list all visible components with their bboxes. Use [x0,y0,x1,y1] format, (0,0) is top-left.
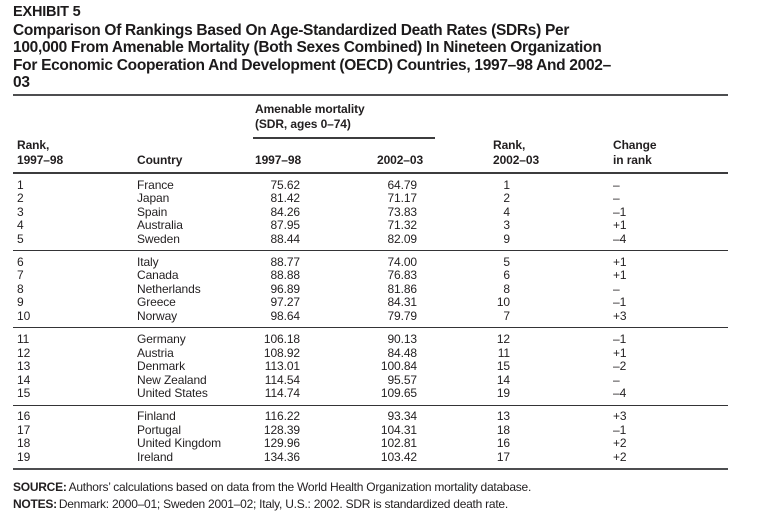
table-row [13,283,728,297]
row-group [13,406,728,471]
cell-rank-2002-03: 6 [503,268,510,283]
cell-rank-1997-98: 10 [17,308,31,323]
cell-sdr-1997-98: 129.96 [263,436,300,451]
cell-sdr-2002-03: 104.31 [380,422,417,437]
cell-change-in-rank: –4 [613,386,627,401]
cell-change-in-rank: –1 [613,204,627,219]
cell-sdr-1997-98: 114.74 [264,386,300,401]
cell-sdr-2002-03: 102.81 [380,436,417,451]
cell-change-in-rank: – [613,191,620,206]
cell-rank-1997-98: 18 [17,436,31,451]
source-text: Authors’ calculations based on data from the World Health Organization mortality database. [68,480,532,494]
cell-sdr-1997-98: 81.42 [270,191,300,206]
header-sdr-1997-98: 1997–98 [255,152,302,167]
cell-rank-1997-98: 6 [17,254,24,269]
cell-change-in-rank: –1 [613,295,627,310]
cell-sdr-2002-03: 84.48 [387,345,417,360]
table-row [13,374,728,388]
table-row [13,233,728,247]
cell-country: Greece [137,295,176,310]
table-row [13,192,728,206]
cell-rank-2002-03: 19 [496,386,510,401]
cell-rank-1997-98: 9 [17,295,24,310]
table-row [13,451,728,465]
cell-rank-2002-03: 15 [496,359,510,374]
notes-label: NOTES: [13,497,57,512]
header-rank-2002-03: Rank, 2002–03 [493,138,540,167]
cell-country: Austria [137,345,174,360]
cell-sdr-1997-98: 114.54 [264,372,300,387]
table-row [13,179,728,193]
cell-sdr-1997-98: 113.01 [264,359,300,374]
title-line-1: Comparison Of Rankings Based On Age-Standardized Death Rates (SDRs) Per [13,21,570,39]
cell-change-in-rank: +1 [613,345,627,360]
cell-change-in-rank: –1 [613,422,627,437]
cell-rank-2002-03: 11 [497,345,510,360]
cell-change-in-rank: –4 [613,231,627,246]
table-row [13,437,728,451]
cell-country: Netherlands [137,281,201,296]
cell-rank-2002-03: 13 [496,409,510,424]
cell-change-in-rank: +1 [613,254,627,269]
cell-rank-1997-98: 14 [17,372,31,387]
cell-sdr-1997-98: 88.77 [270,254,300,269]
cell-change-in-rank: +2 [613,436,627,451]
table-row [13,269,728,283]
cell-country: Australia [137,218,183,233]
cell-sdr-2002-03: 109.65 [380,386,417,401]
cell-sdr-2002-03: 71.32 [387,218,417,233]
cell-rank-1997-98: 7 [17,268,24,283]
cell-rank-2002-03: 2 [503,191,510,206]
table-row [13,206,728,220]
cell-change-in-rank: +1 [613,268,627,283]
spanner-line-2: (SDR, ages 0–74) [255,117,351,131]
cell-sdr-1997-98: 106.18 [263,331,300,346]
source-note [13,479,775,496]
cell-sdr-1997-98: 88.88 [270,268,300,283]
cell-country: Japan [137,191,170,206]
cell-rank-1997-98: 13 [17,359,31,374]
cell-sdr-1997-98: 75.62 [270,177,300,192]
cell-sdr-1997-98: 134.36 [263,449,300,464]
cell-country: Spain [137,204,168,219]
cell-rank-1997-98: 15 [17,386,31,401]
source-label: SOURCE: [13,480,67,494]
table-row [13,347,728,361]
cell-rank-2002-03: 4 [503,204,510,219]
cell-country: Sweden [137,231,180,246]
table-row [13,333,728,347]
cell-sdr-1997-98: 128.39 [263,422,300,437]
cell-country: Finland [137,409,176,424]
cell-rank-2002-03: 5 [503,254,510,269]
spanner-rule [253,137,435,139]
cell-sdr-2002-03: 64.79 [387,177,417,192]
row-group [13,328,728,405]
cell-rank-1997-98: 17 [17,422,31,437]
cell-country: Portugal [137,422,181,437]
table-row [13,296,728,310]
cell-rank-2002-03: 9 [503,231,510,246]
cell-rank-1997-98: 11 [17,331,30,346]
cell-sdr-1997-98: 98.64 [270,308,300,323]
cell-sdr-2002-03: 93.34 [387,409,417,424]
table-row [13,219,728,233]
cell-sdr-1997-98: 96.89 [270,281,300,296]
table-body [13,174,728,470]
title-line-3: For Economic Cooperation And Development (OECD) Countries, 1997–98 And 2002– [13,56,611,74]
notes-note [13,496,775,513]
table-row [13,424,728,438]
cell-sdr-2002-03: 90.13 [387,331,417,346]
cell-rank-2002-03: 8 [503,281,510,296]
footnotes [13,479,775,513]
cell-change-in-rank: +3 [613,308,627,323]
cell-rank-1997-98: 8 [17,281,24,296]
cell-sdr-2002-03: 76.83 [387,268,417,283]
cell-rank-2002-03: 14 [496,372,510,387]
cell-sdr-2002-03: 82.09 [387,231,417,246]
cell-sdr-1997-98: 97.27 [270,295,300,310]
cell-sdr-2002-03: 100.84 [380,359,417,374]
cell-rank-1997-98: 5 [17,231,24,246]
cell-rank-1997-98: 3 [17,204,24,219]
cell-sdr-2002-03: 74.00 [387,254,417,269]
title-line-4: 03 [13,74,30,92]
cell-sdr-2002-03: 79.79 [387,308,417,323]
cell-country: Italy [137,254,159,269]
cell-rank-1997-98: 19 [17,449,31,464]
cell-rank-2002-03: 10 [496,295,510,310]
cell-country: Germany [137,331,186,346]
cell-country: Norway [137,308,178,323]
notes-text: Denmark: 2000–01; Sweden 2001–02; Italy, U.S.: 2002. SDR is standardized death rate. [58,497,508,512]
cell-sdr-1997-98: 87.95 [270,218,300,233]
exhibit-label: EXHIBIT 5 [13,4,81,20]
cell-sdr-1997-98: 88.44 [270,231,300,246]
header-rank-1997-98: Rank, 1997–98 [17,138,64,167]
cell-sdr-2002-03: 71.17 [387,191,417,206]
table-row [13,387,728,401]
cell-country: United Kingdom [137,436,221,451]
table-row [13,360,728,374]
spanner-amenable-mortality [255,102,365,132]
spanner-line-1: Amenable mortality [255,102,365,116]
cell-change-in-rank: –1 [613,331,627,346]
cell-rank-2002-03: 1 [503,177,510,192]
cell-rank-2002-03: 18 [496,422,510,437]
cell-change-in-rank: +2 [613,449,627,464]
cell-change-in-rank: – [613,177,620,192]
cell-change-in-rank: – [613,372,620,387]
header-change-in-rank: Change in rank [613,138,657,167]
cell-country: United States [137,386,208,401]
cell-rank-2002-03: 7 [503,308,510,323]
header-sdr-2002-03: 2002–03 [377,152,424,167]
cell-rank-1997-98: 12 [17,345,31,360]
cell-country: Denmark [137,359,185,374]
cell-country: Ireland [137,449,173,464]
cell-rank-2002-03: 3 [503,218,510,233]
title-block [13,4,775,92]
table-row [13,410,728,424]
cell-rank-1997-98: 1 [17,177,24,192]
row-group [13,174,728,251]
row-group [13,251,728,328]
header-country: Country [137,152,183,167]
cell-country: Canada [137,268,179,283]
cell-change-in-rank: –2 [613,359,627,374]
cell-sdr-2002-03: 73.83 [387,204,417,219]
cell-rank-2002-03: 17 [496,449,510,464]
cell-sdr-1997-98: 116.22 [264,409,300,424]
cell-sdr-1997-98: 84.26 [270,204,300,219]
cell-sdr-2002-03: 103.42 [380,449,417,464]
cell-sdr-1997-98: 108.92 [263,345,300,360]
cell-sdr-2002-03: 95.57 [387,372,417,387]
cell-rank-1997-98: 16 [17,409,31,424]
cell-change-in-rank: +3 [613,409,627,424]
cell-sdr-2002-03: 84.31 [387,295,417,310]
cell-rank-2002-03: 12 [496,331,510,346]
table-header [13,96,728,172]
table-row [13,310,728,324]
cell-change-in-rank: – [613,281,620,296]
cell-sdr-2002-03: 81.86 [387,281,417,296]
cell-rank-1997-98: 2 [17,191,24,206]
table-row [13,256,728,270]
cell-country: New Zealand [137,372,207,387]
cell-change-in-rank: +1 [613,218,627,233]
cell-country: France [137,177,174,192]
title-line-2: 100,000 From Amenable Mortality (Both Sexes Combined) In Nineteen Organization [13,39,602,57]
cell-rank-2002-03: 16 [496,436,510,451]
cell-rank-1997-98: 4 [17,218,24,233]
